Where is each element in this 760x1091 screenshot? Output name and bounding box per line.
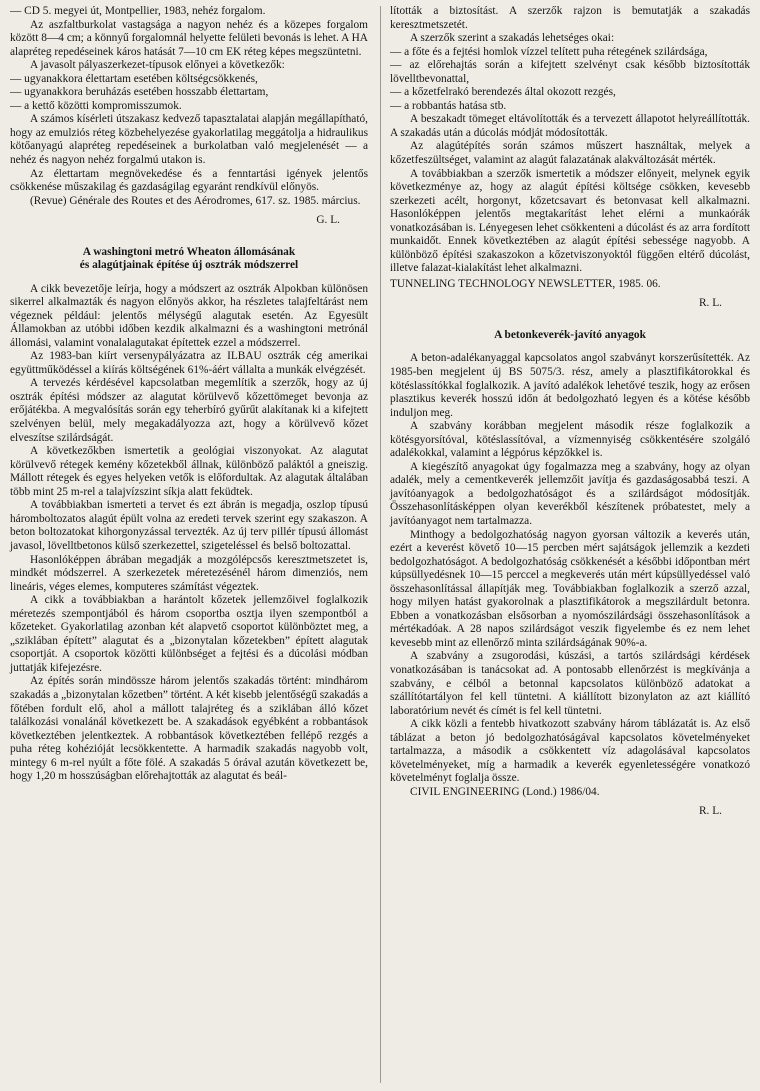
article-title: A betonkeverék-javító anyagok xyxy=(494,329,646,342)
left-column xyxy=(10,5,368,784)
paragraph: A következőkben ismertetik a geológiai viszonyokat. Az alagutat körülvevő rétegek kemény kőzetekből állnak, különböző paláktól a gneiszig. Mállott rétegek és egyes helyeken vetők is előfordultak. Az alagutak általában több mint 25 m-rel a talajvízszint síkja alatt feküdtek. xyxy=(10,445,368,498)
list-item: — a kőzetfelrakó berendezés által okozott rezgés, xyxy=(390,86,616,99)
paragraph: A cikk közli a fentebb hivatkozott szabvány három táblázatát is. Az első táblázat a beton jó bedolgozhatóságával kapcsolatos követelményeket tartalmazza, a második a csökkentett víz adagolásával kapcsolatos követelményeket, míg a harmadik a keverék egyenletességére vonatkozó követelményt foglalja össze. xyxy=(390,718,750,785)
author-signature: R. L. xyxy=(698,297,722,310)
paragraph: A cikk a továbbiakban a harántolt kőzetek jellemzőivel foglalkozik méretezés szempontjából és három csoportba osztja ilyen szempontból a kőzeteket. Gyakorlatilag azonban két alapvető csoportot különböztet meg, a „sziklában épített” alagutat és a „bizonytalan kőzetekben” épített alagutak csoportját. A csoportok közötti különbséget a fejtési és a dúcolási módban juttatják kifejezésre. xyxy=(10,594,368,674)
source-citation: CIVIL ENGINEERING (Lond.) 1986/04. xyxy=(410,785,600,798)
paragraph: lították a biztosítást. A szerzők rajzon is bemutatják a szakadás keresztmetszetét. xyxy=(390,5,750,31)
paragraph: A továbbiakban a szerzők ismertetik a módszer előnyeit, melynek egyik következménye az, hogy az alagút építési költsége csökken, kevesebb szerkezeti acélt, horgonyt, kőzetcsavart és betonvasat kell alkalmazni. Hasonlóképpen jelentős megtakarítást lehet elérni a munkaórák vonatkozásában is. Lényegesen lehet csökkenteni a dúcolást és az arra fordított munkaidőt. Ennek következtében az alagút építési sebessége nagyobb. A különböző építési szakaszokon a kőzetviszonyoktól függően eltérő dúcolást, illetve falazat-kialakítást lehet alkalmazni. xyxy=(390,167,750,275)
list-item: — ugyanakkora beruházás esetében hosszabb élettartam, xyxy=(10,86,269,99)
paragraph: A számos kísérleti útszakasz kedvező tapasztalatai alapján megállapítható, hogy az emulziós réteg közbehelyezése gyakorlatilag meggátolja a hidraulikus kötőanyagú alapréteg repedéseinek a burkolatban való megjelenését — a nehéz és nagyon nehéz forgalmú utakon is. xyxy=(10,113,368,167)
paragraph: Az 1983-ban kiírt versenypályázatra az ILBAU osztrák cég amerikai együttműködéssel a kiírás költségének 61%-áért vállalta a munkák elvégzését. xyxy=(10,350,368,376)
list-item: — CD 5. megyei út, Montpellier, 1983, nehéz forgalom. xyxy=(10,5,266,17)
paragraph: Az alagútépítés során számos műszert használtak, melyek a kőzetfeszültséget, valamint az alagút falazatának alakváltozását mérték. xyxy=(390,140,750,167)
paragraph: A szabvány a zsugorodási, kúszási, a tartós szilárdsági kérdések vonatkozásában is tanácsokat ad. A pontosabb ellenőrzést is megkívánja a szabvány, e célból a betonnal kapcsolatos különböző adatokat a szállítótartályon fel kell tüntetni. A kiállított bizonylaton az azt kiállító laboratórium nevét és címét is fel kell tüntetni. xyxy=(390,650,750,717)
author-signature: R. L. xyxy=(698,805,722,818)
paragraph: A beton-adalékanyaggal kapcsolatos angol szabványt korszerűsítették. Az 1985-ben megjelent új BS 5075/3. rész, amely a plasztifikátorokkal és kötéslassítókkal foglalkozik. A javító adalékok lehetővé teszik, hogy az erősen plasztikus keverék hosszú időn át bedolgozható legyen és a kötése később induljon meg. xyxy=(390,352,750,419)
paragraph: Hasonlóképpen ábrában megadják a mozgólépcsős keresztmetszetet is, mindkét módszerrel. A szerkezetek méretezésénél három dimenziós, nem lineáris, véges elemes, komputeres számítást végeztek. xyxy=(10,553,368,593)
paragraph: A javasolt pályaszerkezet-típusok előnyei a következők: xyxy=(30,59,285,72)
author-signature: G. L. xyxy=(316,214,340,227)
list-item: — az előrehajtás során a kifejtett szelvényt csak később biztosították lövelltbevonattal, xyxy=(390,59,750,85)
source-citation: TUNNELING TECHNOLOGY NEWSLETTER, 1985. 06. xyxy=(390,277,661,290)
paragraph: Minthogy a bedolgozhatóság nagyon gyorsan változik a keverés után, ezért a keverést követő 10—15 percben mért sajátságok jellemzik a kezdeti bedolgozhatóságot. A bedolgozhatóság csökkenését a későbbi időpontban mért kúpsüllyedésnek 10—15 perccel a megkeverés után mért kúpsüllyedéssel való összehasonlítással állapítják meg. Továbbiakban foglalkozik a szerző azzal, hogy milyen hatást gyakorolnak a plasztifikátorok a megszilárdult betonra. Ebben a vonatkozásban elsősorban a nyomószilárdsági összehasonlítások a mértékadóak. A 28 napos szilárdságot veszik figyelembe és ez nem lehet kevesebb mint az ellenőrző minta szilárdságának 90%-a. xyxy=(390,528,750,649)
article-title-line: és alagútjainak építése új osztrák módszerrel xyxy=(79,259,299,272)
paragraph: Az építés során mindössze három jelentős szakadás történt: mindhárom szakadás a „bizonytalan kőzetben” történt. A két kisebb jelentőségű szakadás a főtében fordult elő, ahol a mállott talajréteg és a sziklában álló kőzet találkozási vonalánál következett be. A szakadások egyébként a robbantások következtében jelentkeztek. A robbantások következtében fellépő rezgés a puha réteg kohézióját lecsökkentette. A harmadik szakadás nagyobb volt, mintegy 6 m-rel nyúlt a főte fölé. A szakadás 5 órával azután következett be, hogy 1,20 m hosszúságban előrehajtották az alagutat és beál- xyxy=(10,675,368,783)
paragraph: Az élettartam megnövekedése és a fenntartási igények jelentős csökkenése műszakilag és gazdaságilag egyaránt rendkívül előnyös. xyxy=(10,167,368,194)
column-divider xyxy=(380,6,381,1083)
source-citation: (Revue) Générale des Routes et des Aérodromes, 617. sz. 1985. március. xyxy=(30,194,361,207)
list-item: — ugyanakkora élettartam esetében költségcsökkenés, xyxy=(10,72,258,85)
list-item: — a robbantás hatása stb. xyxy=(390,99,507,112)
list-item: — a főte és a fejtési homlok vízzel telített puha rétegének szilárdsága, xyxy=(390,45,708,58)
paragraph: A beszakadt tömeget eltávolították és a tervezett állapotot helyreállították. A szakadás után a dúcolás módját módosították. xyxy=(390,113,750,139)
paragraph: A cikk bevezetője leírja, hogy a módszert az osztrák Alpokban különösen sikerrel alkalmazták és nagyon előnyös akkor, ha részletes talajfeltárást nem végeznek például: jelentős mélységű alagutak esetén. Az Egyesült Államokban az utóbbi időben kezdik alkalmazni és a washingtoni metrónál állomási, valamint vonalalagutakat építettek ezzel a módszerrel. xyxy=(10,282,368,349)
article-title-line: A washingtoni metró Wheaton állomásának xyxy=(82,245,296,258)
article-title xyxy=(10,246,368,273)
paragraph: A továbbiakban ismerteti a tervet és ezt ábrán is megadja, oszlop típusú háromboltozatos alagút épült volna az eredeti tervek szerint egy szakaszon. A beton boltozatokat kihorgonyzással tervezték. Az új terv pillér típusú állomást javasol, lövelltbetonos külső szerkezettel, szigeteléssel és belső boltozattal. xyxy=(10,499,368,552)
list-item: — a kettő közötti kompromisszumok. xyxy=(10,99,182,112)
paragraph: Az aszfaltburkolat vastagsága a nagyon nehéz és a közepes forgalom között 8—4 cm; a könnyű forgalomnál helyette felületi bevonás is lehet. A HA alapréteg repedéseinek káros hatását 7—10 cm EK réteg képes megszüntetni. xyxy=(10,18,368,58)
paragraph: A kiegészítő anyagokat úgy fogalmazza meg a szabvány, hogy az olyan adalék, mely a cementkeverék jellemzőit javítja és gazdaságosabbá teszi. A javítóanyagok a bedolgozhatóságot és a szilárdságot módosítják. Összehasonlításképpen olyan keverékből készítenek próbatestet, mely a javítóanyagot nem tartalmazza. xyxy=(390,460,750,527)
paragraph: A tervezés kérdésével kapcsolatban megemlítik a szerzők, hogy az új osztrák építési módszer az alagutat körülvevő kőzettömeget bevonja az erőjátékba. A megvalósítás során egy teherbíró gyűrűt alakítanak ki a kifejtett szelvényen belül, mely megakadályozza azt, hogy a körülvevő kőzet elveszítse szilárdságát. xyxy=(10,377,368,444)
paragraph: A szerzők szerint a szakadás lehetséges okai: xyxy=(410,32,615,45)
right-column xyxy=(390,5,750,837)
paragraph: A szabvány korábban megjelent második része foglalkozik a kötésgyorsítóval, kötéslassítóval, a vízmennyiség csökkentésére szolgáló adalékokkal, valamint a légpórus képzőkkel is. xyxy=(390,420,750,460)
